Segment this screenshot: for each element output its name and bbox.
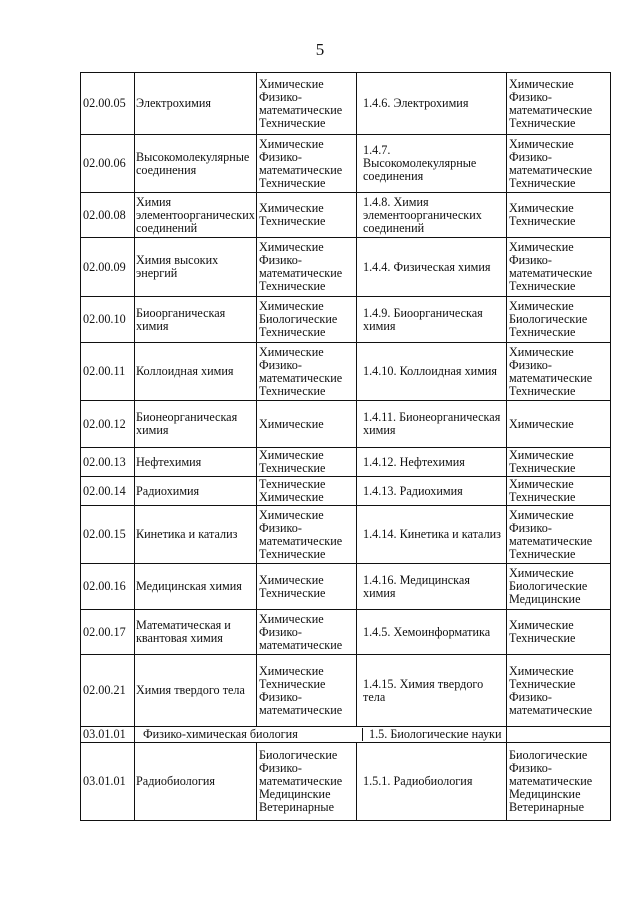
science-item: Химические: [259, 344, 324, 359]
science-item: Технические: [509, 115, 576, 130]
row-ref: 1.4.9. Биоорганическая химия: [357, 297, 507, 343]
science-item: Физико-: [259, 253, 302, 267]
row-code: 02.00.08: [81, 193, 135, 238]
row-name: Математическая и квантовая химия: [135, 610, 257, 655]
science-item: Технические: [509, 279, 576, 293]
science-item: Биологические: [259, 312, 338, 326]
row-code: 02.00.21: [81, 655, 135, 727]
row-sciences: [257, 401, 357, 448]
science-item: математические: [509, 533, 593, 548]
science-item: Технические: [509, 383, 576, 398]
science-item: Технические: [259, 383, 326, 398]
row-sciences-new: [507, 506, 611, 564]
row-code: 02.00.11: [81, 343, 135, 401]
science-item: Химические: [509, 618, 574, 632]
science-item: Биологические: [509, 748, 588, 762]
row-name: Химия элементоорганических соединений: [135, 193, 257, 238]
row-ref: 1.4.11. Бионеорганическая химия: [357, 401, 507, 448]
science-item: Физико-: [259, 761, 302, 775]
science-item: Технические: [259, 585, 326, 600]
row-sciences: [257, 238, 357, 297]
science-item: математические: [509, 266, 593, 280]
science-item: математические: [509, 370, 593, 385]
row-code: 02.00.12: [81, 401, 135, 448]
science-item: математические: [509, 774, 593, 788]
science-item: Физико-: [509, 689, 552, 704]
science-item: Физико-: [259, 149, 302, 164]
row-ref: 1.4.15. Химия твердого тела: [357, 655, 507, 727]
science-item: Технические: [259, 214, 326, 228]
science-item: Химические: [259, 572, 324, 587]
science-item: Химические: [259, 611, 324, 626]
row-sciences-new: [507, 135, 611, 193]
row-sciences: [257, 297, 357, 343]
section-row: [81, 727, 611, 743]
science-item: Биологические: [259, 748, 338, 762]
row-sciences: [257, 73, 357, 135]
section-title: [135, 727, 507, 743]
specialties-table: [80, 72, 611, 821]
table-row: [81, 743, 611, 821]
row-sciences-new: [507, 448, 611, 477]
science-item: Химические: [259, 416, 324, 431]
row-sciences-new: [507, 297, 611, 343]
row-sciences-new: [507, 343, 611, 401]
table-row: [81, 343, 611, 401]
row-ref: 1.4.12. Нефтехимия: [357, 448, 507, 477]
science-item: Медицинские: [259, 787, 331, 801]
row-name: Биоорганическая химия: [135, 297, 257, 343]
science-item: Химические: [259, 299, 324, 313]
science-item: Технические: [509, 175, 576, 190]
science-item: Физико-: [259, 624, 302, 639]
row-name: Нефтехимия: [135, 448, 257, 477]
table-row: [81, 564, 611, 610]
table-row: [81, 610, 611, 655]
science-item: Технические: [259, 477, 326, 491]
science-item: Технические: [509, 546, 576, 561]
science-item: Ветеринарные: [259, 800, 335, 814]
science-item: Физико-: [509, 89, 552, 104]
science-item: математические: [259, 102, 343, 117]
row-sciences-new: [507, 564, 611, 610]
row-name: Химия высоких энергий: [135, 238, 257, 297]
row-ref: 1.4.5. Хемоинформатика: [357, 610, 507, 655]
science-item: Биологические: [509, 579, 588, 593]
science-item: математические: [259, 702, 343, 717]
row-ref: 1.4.16. Медицинская химия: [357, 564, 507, 610]
table-body: [81, 73, 611, 821]
science-item: Химические: [259, 490, 324, 504]
science-item: Химические: [509, 299, 574, 313]
row-ref: 1.4.6. Электрохимия: [357, 73, 507, 135]
science-item: Химические: [259, 201, 324, 215]
science-item: математические: [259, 266, 343, 280]
row-ref: 1.4.10. Коллоидная химия: [357, 343, 507, 401]
row-ref: 1.4.14. Кинетика и катализ: [357, 506, 507, 564]
row-sciences: [257, 743, 357, 821]
row-name: Медицинская химия: [135, 564, 257, 610]
science-item: Химические: [509, 416, 574, 431]
row-ref: 1.5.1. Радиобиология: [357, 743, 507, 821]
row-sciences-new: [507, 477, 611, 506]
science-item: математические: [259, 774, 343, 788]
row-code: 02.00.06: [81, 135, 135, 193]
science-item: математические: [509, 702, 593, 717]
row-code: 03.01.01: [81, 743, 135, 821]
science-item: Химические: [509, 663, 574, 678]
table-row: [81, 193, 611, 238]
science-item: Химические: [509, 76, 574, 91]
science-item: Химические: [259, 448, 324, 462]
science-item: математические: [259, 637, 343, 652]
science-item: Медицинские: [509, 787, 581, 801]
science-item: Химические: [509, 507, 574, 522]
science-item: математические: [259, 370, 343, 385]
row-sciences-new: [507, 401, 611, 448]
science-item: Технические: [509, 461, 576, 475]
science-item: Физико-: [259, 689, 302, 704]
science-item: Химические: [509, 240, 574, 254]
science-item: Химические: [259, 76, 324, 91]
science-item: математические: [259, 533, 343, 548]
science-item: Физико-: [259, 357, 302, 372]
science-item: Технические: [259, 279, 326, 293]
row-sciences: [257, 564, 357, 610]
science-item: Физико-: [509, 357, 552, 372]
row-sciences: [257, 135, 357, 193]
row-name: Бионеорганическая химия: [135, 401, 257, 448]
science-item: Химические: [509, 136, 574, 151]
table-row: [81, 297, 611, 343]
science-item: Химические: [509, 566, 574, 580]
row-code: 02.00.09: [81, 238, 135, 297]
science-item: Физико-: [509, 761, 552, 775]
science-item: Технические: [259, 546, 326, 561]
row-ref: 1.4.8. Химия элементоорганических соединений: [357, 193, 507, 238]
science-item: Технические: [509, 676, 576, 691]
science-item: Ветеринарные: [509, 800, 585, 814]
row-name: Радиобиология: [135, 743, 257, 821]
row-sciences: [257, 506, 357, 564]
row-name: Электрохимия: [135, 73, 257, 135]
row-sciences: [257, 193, 357, 238]
row-name: Химия твердого тела: [135, 655, 257, 727]
row-sciences-new: [507, 193, 611, 238]
science-item: Медицинские: [509, 592, 581, 606]
row-sciences: [257, 610, 357, 655]
science-item: Химические: [259, 240, 324, 254]
science-item: Биологические: [509, 312, 588, 326]
row-sciences: [257, 448, 357, 477]
row-name: Высокомолекулярные соединения: [135, 135, 257, 193]
section-empty-cell: [507, 727, 611, 743]
row-code: 02.00.10: [81, 297, 135, 343]
page-number: 5: [315, 40, 325, 59]
table-row: [81, 477, 611, 506]
section-ref: 1.5. Биологические науки: [362, 728, 506, 741]
row-code: 02.00.17: [81, 610, 135, 655]
science-item: Технические: [509, 214, 576, 228]
science-item: Химические: [509, 477, 574, 491]
science-item: Технические: [259, 175, 326, 190]
science-item: Физико-: [509, 149, 552, 164]
science-item: Технические: [259, 676, 326, 691]
row-ref: 1.4.7. Высокомолекулярные соединения: [357, 135, 507, 193]
table-row: [81, 135, 611, 193]
science-item: Технические: [259, 325, 326, 339]
table-row: [81, 655, 611, 727]
table-row: [81, 238, 611, 297]
science-item: Химические: [509, 344, 574, 359]
science-item: Физико-: [509, 253, 552, 267]
row-code: 02.00.13: [81, 448, 135, 477]
section-title-text: Физико-химическая биология: [143, 727, 298, 741]
row-sciences: [257, 343, 357, 401]
science-item: Технические: [509, 325, 576, 339]
row-sciences-new: [507, 610, 611, 655]
row-name: Радиохимия: [135, 477, 257, 506]
science-item: Химические: [259, 663, 324, 678]
table-row: [81, 448, 611, 477]
science-item: Физико-: [509, 520, 552, 535]
science-item: Химические: [259, 136, 324, 151]
row-code: 02.00.05: [81, 73, 135, 135]
row-code: 02.00.16: [81, 564, 135, 610]
row-sciences: [257, 655, 357, 727]
section-code: 03.01.01: [81, 727, 135, 743]
row-sciences-new: [507, 73, 611, 135]
table-row: [81, 73, 611, 135]
science-item: Физико-: [259, 89, 302, 104]
row-ref: 1.4.13. Радиохимия: [357, 477, 507, 506]
row-name: Коллоидная химия: [135, 343, 257, 401]
row-name: Кинетика и катализ: [135, 506, 257, 564]
science-item: Химические: [509, 201, 574, 215]
science-item: Физико-: [259, 520, 302, 535]
science-item: Технические: [259, 461, 326, 475]
row-sciences-new: [507, 238, 611, 297]
row-ref: 1.4.4. Физическая химия: [357, 238, 507, 297]
science-item: математические: [509, 102, 593, 117]
science-item: математические: [259, 162, 343, 177]
science-item: Технические: [509, 490, 576, 504]
table-row: [81, 401, 611, 448]
row-sciences-new: [507, 743, 611, 821]
science-item: Технические: [259, 115, 326, 130]
science-item: математические: [509, 162, 593, 177]
science-item: Химические: [509, 448, 574, 462]
row-code: 02.00.14: [81, 477, 135, 506]
row-sciences: [257, 477, 357, 506]
table-row: [81, 506, 611, 564]
row-code: 02.00.15: [81, 506, 135, 564]
row-sciences-new: [507, 655, 611, 727]
science-item: Химические: [259, 507, 324, 522]
science-item: Технические: [509, 631, 576, 645]
